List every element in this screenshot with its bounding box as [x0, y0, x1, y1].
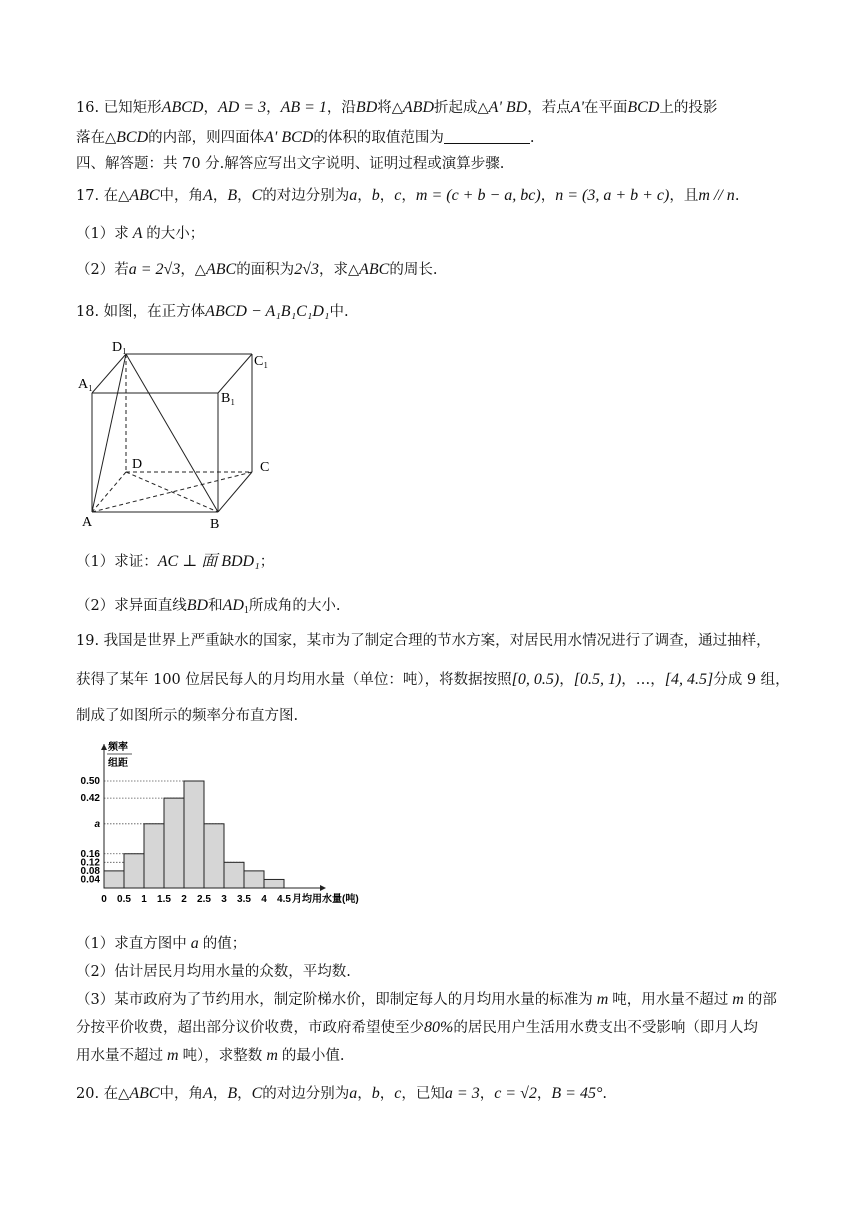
q17-part2: （2）若a = 2√3，△ABC的面积为2√3，求△ABC的周长.: [76, 261, 438, 278]
section-4-heading: 四、解答题：共 70 分.解答应写出文字说明、证明过程或演算步骤.: [76, 156, 505, 172]
histogram-bar: [204, 824, 224, 888]
x-tick-label: 1: [141, 894, 147, 905]
y-label-denominator: 组距: [108, 758, 128, 769]
q19-part1: （1）求直方图中 a 的值；: [76, 935, 247, 952]
q19-line1: 19. 我国是世界上严重缺水的国家，某市为了制定合理的节水方案，对居民用水情况进行了调查，通过抽样，: [76, 633, 771, 649]
x-tick-label: 0.5: [117, 894, 131, 905]
y-label-numerator: 频率: [108, 742, 128, 753]
q19-part3-line1: （3）某市政府为了节约用水，制定阶梯水价，即制定每人的月均用水量的标准为 m 吨，用水量不超过 m 的部: [76, 991, 777, 1008]
cube-figure: [74, 336, 284, 536]
q17-line1: 17. 在△ABC中，角A，B，C的对边分别为a，b，c，m = (c + b − a, bc)，n = (3, a + b + c)，且m // n.: [76, 187, 740, 204]
edge-a1-d1: [92, 354, 126, 393]
answer-blank[interactable]: [444, 129, 530, 144]
x-tick-label: 2: [181, 894, 187, 905]
edge-c1-b1: [218, 354, 252, 393]
label-a1: A₁: [78, 377, 93, 392]
label-c1: C₁: [254, 354, 269, 369]
x-tick-label: 3: [221, 894, 227, 905]
q18-line1: 18. 如图，在正方体ABCD − A₁B₁C₁D₁中.: [76, 303, 349, 320]
histogram-bar: [144, 824, 164, 888]
q19-part3-line3: 用水量不超过 m 吨），求整数 m 的最小值.: [76, 1047, 345, 1064]
histogram-bar: [224, 862, 244, 888]
y-tick-label: 0.08: [80, 865, 100, 877]
y-tick-label: 0.12: [80, 857, 100, 869]
label-a: A: [82, 515, 93, 530]
q19-part3-line2: 分按平价收费，超出部分议价收费，市政府希望使至少80%的居民用户生活用水费支出不受影响（即月人均: [76, 1019, 758, 1036]
frequency-histogram: [72, 736, 432, 926]
y-axis-arrow: [101, 744, 107, 750]
label-d1: D₁: [112, 340, 127, 355]
histogram-bar: [124, 854, 144, 888]
hidden-d-a: [92, 472, 126, 512]
y-tick-label: 0.42: [80, 793, 100, 805]
histogram-bar: [264, 879, 284, 888]
y-tick-label: 0.16: [80, 848, 100, 860]
x-tick-label: 0: [101, 894, 107, 905]
histogram-bar: [164, 798, 184, 888]
y-tick-label: 0.50: [80, 776, 100, 787]
y-tick-label: a: [94, 818, 100, 830]
y-tick-label: 0.04: [80, 874, 100, 886]
hidden-d-b: [126, 472, 218, 512]
x-axis-arrow: [320, 885, 326, 891]
q19-line3: 制成了如图所示的频率分布直方图.: [76, 708, 299, 724]
x-tick-label: 3.5: [237, 894, 251, 905]
x-tick-label: 1.5: [157, 894, 171, 905]
edge-b-c: [218, 472, 252, 512]
x-tick-label: 4: [261, 894, 267, 905]
q20-line1: 20. 在△ABC中，角A，B，C的对边分别为a，b，c，已知a = 3，c = √2，B = 45°.: [76, 1085, 607, 1102]
edge-d1-a: [92, 354, 126, 512]
x-axis-label: 月均用水量(吨): [292, 894, 359, 905]
q18-part1: （1）求证：AC ⊥ 面 BDD₁；: [76, 553, 275, 570]
histogram-bar: [244, 871, 264, 888]
histogram-bar: [184, 781, 204, 888]
q16-line1: 16. 已知矩形ABCD，AD = 3，AB = 1，沿BD将△ABD折起成△A' BD，若点A'在平面BCD上的投影: [76, 99, 718, 116]
histogram-bar: [104, 871, 124, 888]
label-d: D: [132, 457, 143, 472]
label-b1: B₁: [221, 391, 236, 406]
x-tick-label: 2.5: [197, 894, 211, 905]
q17-part1: （1）求 A 的大小；: [76, 225, 205, 242]
q18-part2: （2）求异面直线BD和$AD_1$所成角的大小.: [76, 597, 341, 616]
edge-d1-b: [126, 354, 218, 512]
q19-part2: （2）估计居民月均用水量的众数，平均数.: [76, 964, 351, 980]
label-b: B: [210, 517, 220, 532]
q19-line2: 获得了某年 100 位居民每人的月均用水量（单位：吨），将数据按照[0, 0.5)，[0.5, 1)，…，[4, 4.5]分成 9 组，: [76, 671, 790, 688]
q16-line2: 落在△BCD的内部，则四面体A' BCD的体积的取值范围为 .: [76, 129, 535, 146]
x-tick-label: 4.5: [277, 894, 291, 905]
label-c: C: [260, 460, 270, 475]
